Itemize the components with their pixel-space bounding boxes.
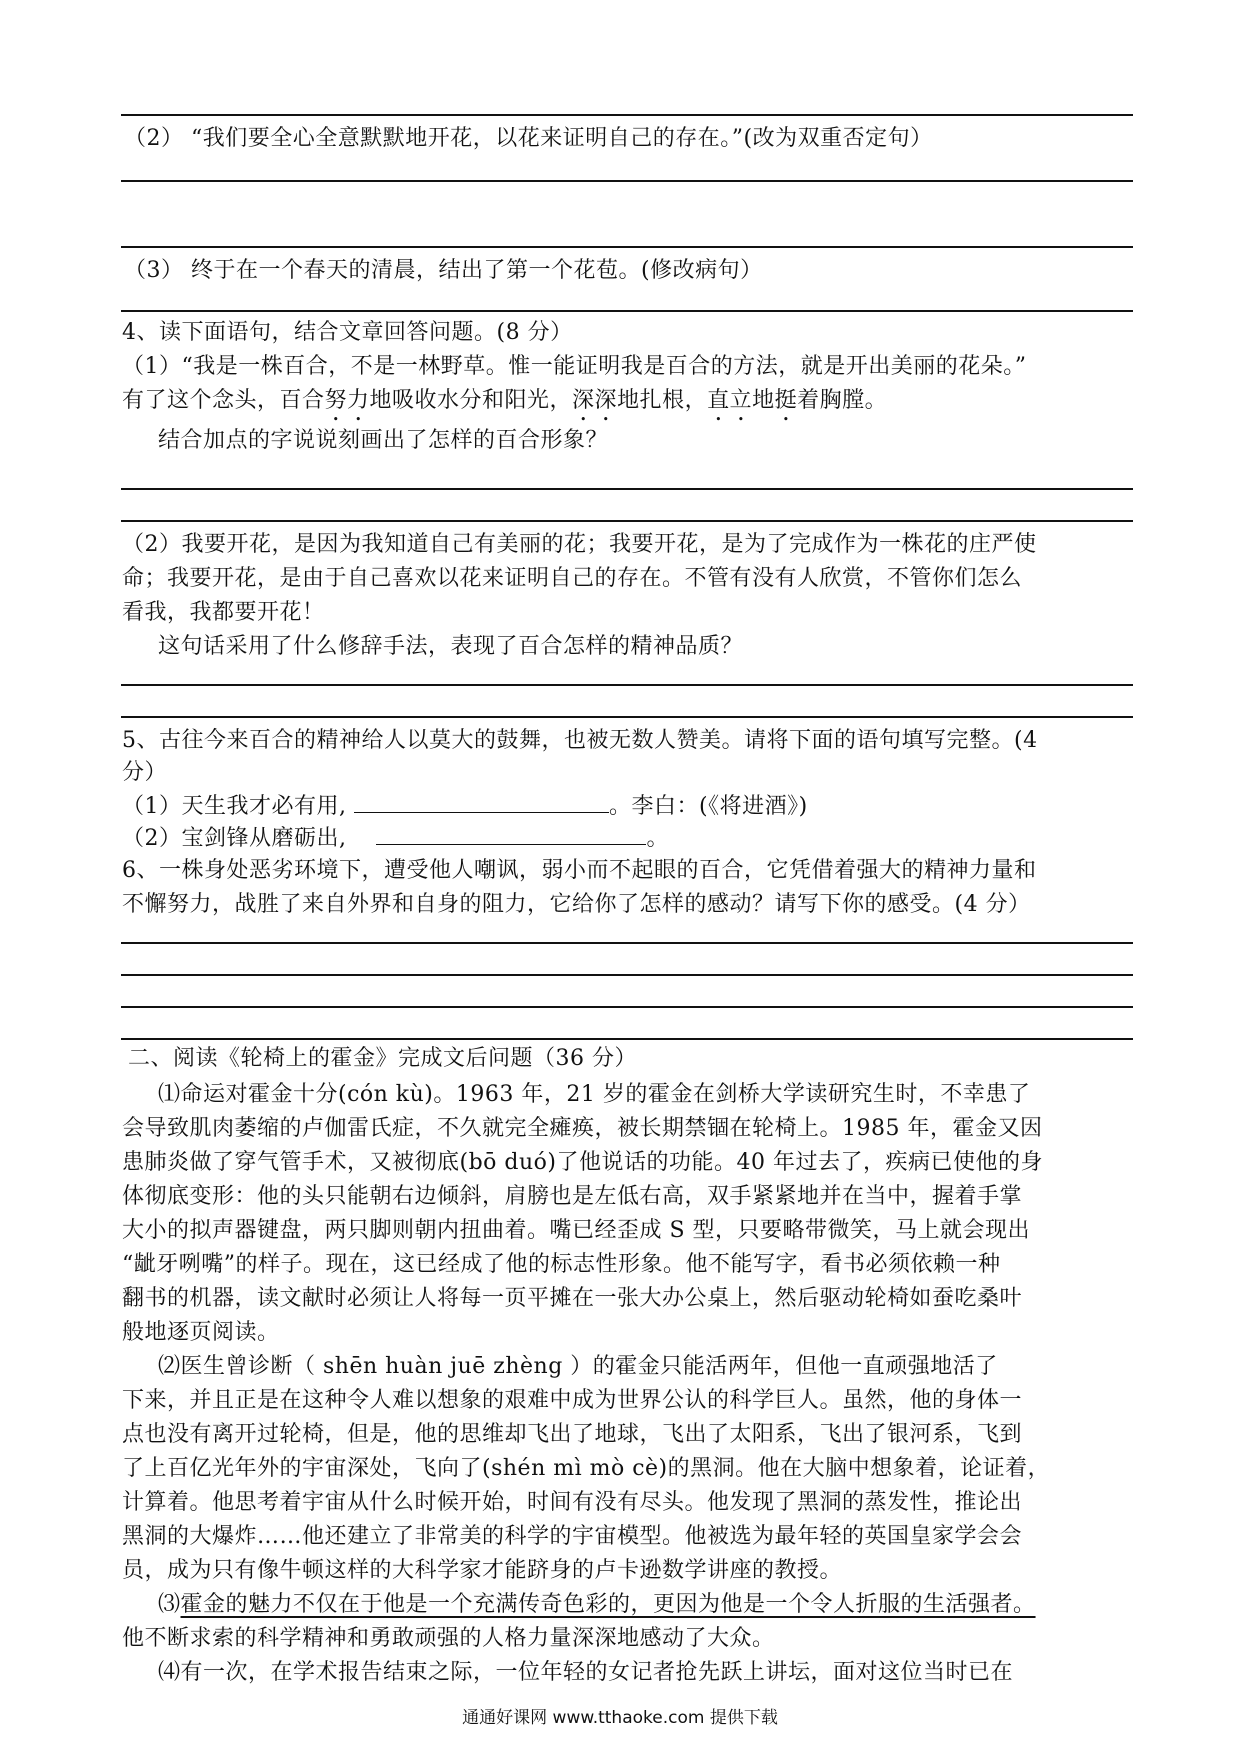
question-5-1 [122, 790, 808, 824]
text-run: 地 [752, 388, 775, 413]
answer-line [121, 520, 1133, 522]
answer-line [121, 942, 1133, 944]
paragraph-1-line: “龇牙咧嘴”的样子。现在，这已经成了他的标志性形象。他不能写字，看书必须依赖一种 [122, 1252, 1001, 1277]
paragraph-2-line: 点也没有离开过轮椅，但是，他的思维却飞出了地球，飞出了太阳系，飞出了银河系，飞到 [122, 1422, 1023, 1447]
answer-line [121, 246, 1133, 248]
text-run: 地扎根， [617, 388, 708, 413]
answer-line [121, 1038, 1133, 1040]
question-4-2-line1: （2）我要开花，是因为我知道自己有美丽的花；我要开花，是为了完成作为一株花的庄严使 [122, 532, 1037, 557]
paragraph-2-line: 计算着。他思考着宇宙从什么时候开始，时间有没有尽头。他发现了黑洞的蒸发性，推论出 [122, 1490, 1023, 1515]
dotted-word: 深深 [572, 388, 618, 413]
dotted-word: 努力 [324, 388, 370, 413]
question-5-line1: 5、古往今来百合的精神给人以莫大的鼓舞，也被无数人赞美。请将下面的语句填写完整。(4 [122, 728, 1038, 753]
paragraph-1-line: ⑴命运对霍金十分(cón kù)。1963 年，21 岁的霍金在剑桥大学读研究生时，不幸患了 [158, 1082, 1031, 1107]
answer-line [121, 114, 1133, 116]
text-run: 地吸收水分和阳光， [369, 388, 573, 413]
answer-line [121, 180, 1133, 182]
question-5-2 [122, 822, 669, 856]
paragraph-1-line: 体彻底变形：他的头只能朝右边倾斜，肩膀也是左低右高，双手紧紧地并在当中，握着手掌 [122, 1184, 1023, 1209]
paragraph-4-line1: ⑷有一次，在学术报告结束之际，一位年轻的女记者抢先跃上讲坛，面对这位当时已在 [158, 1660, 1014, 1685]
page-footer: 通通好课网 www.tthaoke.com 提供下载 [462, 1708, 778, 1728]
paragraph-2-line: 了上百亿光年外的宇宙深处，飞向了(shén mì mò cè)的黑洞。他在大脑中想象着，论证着， [122, 1456, 1051, 1481]
answer-line [121, 684, 1133, 686]
question-6-line2: 不懈努力，战胜了来自外界和自身的阻力，它给你了怎样的感动？请写下你的感受。(4 分） [122, 892, 1031, 917]
paragraph-2-line: 下来，并且正是在这种令人难以想象的艰难中成为世界公认的科学巨人。虽然，他的身体一 [122, 1388, 1023, 1413]
text-run: 有了这个念头，百合 [122, 388, 325, 413]
paragraph-3-line1 [158, 1588, 1036, 1622]
paragraph-2-line: 黑洞的大爆炸……他还建立了非常美的科学的宇宙模型。他被选为最年轻的英国皇家学会会 [122, 1524, 1023, 1549]
paragraph-marker: ⑶ [158, 1592, 181, 1617]
paragraph-1-line: 翻书的机器，读文献时必须让人将每一页平摊在一张大办公桌上，然后驱动轮椅如蚕吃桑叶 [122, 1286, 1023, 1311]
question-4-2-line3: 看我，我都要开花！ [122, 600, 325, 625]
text-run: （2）宝剑锋从磨砺出, [122, 826, 347, 851]
paragraph-2-line: ⑵医生曾诊断（ shēn huàn juē zhèng ）的霍金只能活两年，但他一直顽强地活了 [158, 1354, 998, 1379]
paragraph-1-line: 般地逐页阅读。 [122, 1320, 280, 1345]
paragraph-1-line: 患肺炎做了穿气管手术，又被彻底(bō duó)了他说话的功能。40 年过去了，疾病已使他的身 [122, 1150, 1043, 1175]
paragraph-2-line: 员，成为只有像牛顿这样的大科学家才能跻身的卢卡逊数学讲座的教授。 [122, 1558, 843, 1583]
paragraph-3-line2: 他不断求索的科学精神和勇敢顽强的人格力量深深地感动了大众。 [122, 1626, 775, 1651]
section-2-heading: 二、阅读《轮椅上的霍金》完成文后问题（36 分） [128, 1046, 637, 1071]
text-run: 。李白：(《将进酒》) [609, 794, 808, 819]
answer-line [121, 310, 1133, 312]
question-4-heading: 4、读下面语句，结合文章回答问题。(8 分） [122, 320, 573, 345]
answer-line [121, 1006, 1133, 1008]
question-6-line1: 6、一株身处恶劣环境下，遭受他人嘲讽，弱小而不起眼的百合，它凭借着强大的精神力量和 [122, 858, 1037, 883]
question-4-2-prompt: 这句话采用了什么修辞手法，表现了百合怎样的精神品质？ [158, 634, 744, 659]
question-3-3: （3） 终于在一个春天的清晨，结出了第一个花苞。(修改病句） [124, 258, 763, 283]
text-run: （1）天生我才必有用, [122, 794, 347, 819]
paragraph-1-line: 会导致肌肉萎缩的卢伽雷氏症，不久就完全瘫痪，被长期禁锢在轮椅上。1985 年，霍金又因 [122, 1116, 1043, 1141]
text-run: 。 [646, 826, 669, 851]
fill-blank[interactable] [354, 790, 609, 813]
question-4-1-line1: （1）“我是一株百合，不是一林野草。惟一能证明我是百合的方法，就是开出美丽的花朵。” [122, 354, 1027, 379]
dotted-word: 挺 [774, 388, 798, 413]
underlined-sentence: 霍金的魅力不仅在于他是一个充满传奇色彩的，更因为他是一个令人折服的生活强者。 [180, 1592, 1036, 1617]
fill-blank[interactable] [376, 822, 646, 845]
question-4-1-prompt: 结合加点的字说说刻画出了怎样的百合形象？ [158, 428, 609, 453]
paragraph-1-line: 大小的拟声器键盘，两只脚则朝内扭曲着。嘴已经歪成 S 型，只要略带微笑，马上就会现出 [122, 1218, 1031, 1243]
answer-line [121, 488, 1133, 490]
question-5-line2: 分） [122, 760, 168, 785]
question-4-2-line2: 命；我要开花，是由于自己喜欢以花来证明自己的存在。不管有没有人欣赏，不管你们怎么 [122, 566, 1023, 591]
question-4-1-line2 [122, 384, 887, 426]
dotted-word: 直立 [707, 388, 753, 413]
answer-line [121, 974, 1133, 976]
text-run: 着胸膛。 [797, 388, 888, 413]
answer-line [121, 716, 1133, 718]
question-3-2: （2） “我们要全心全意默默地开花，以花来证明自己的存在。”(改为双重否定句） [124, 126, 933, 151]
